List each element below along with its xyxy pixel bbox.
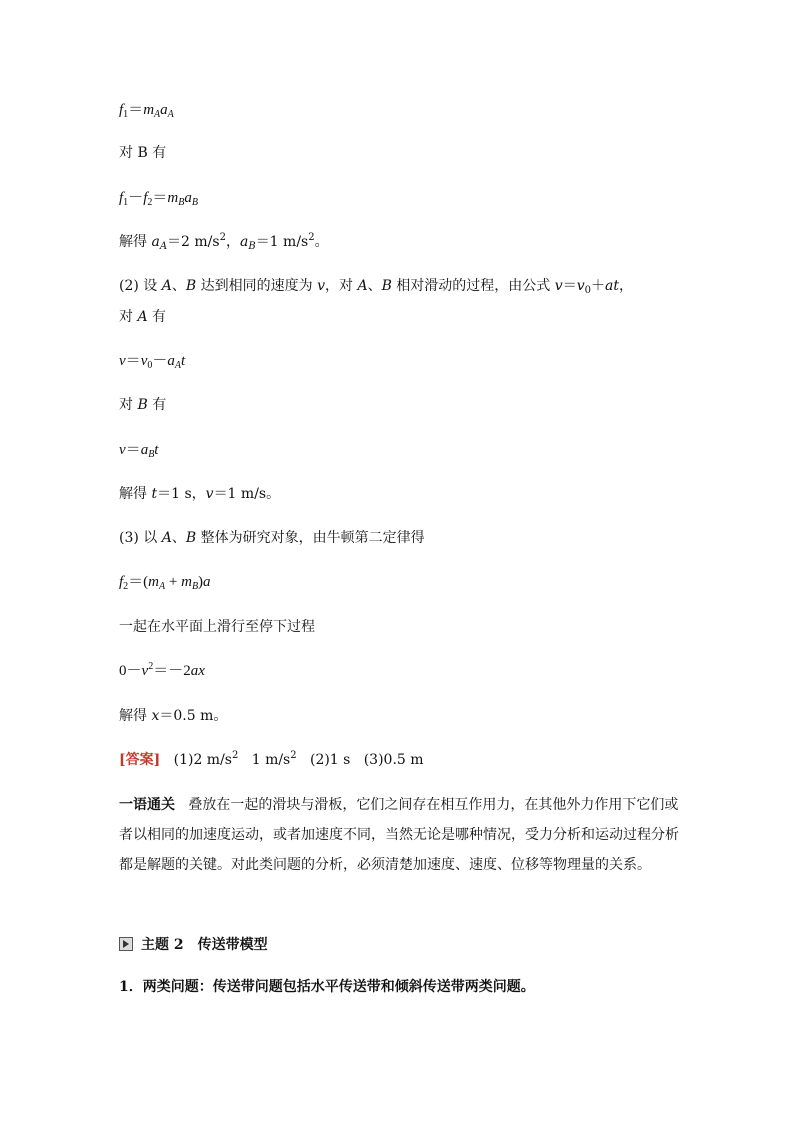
- equation-line: $f_1-f_2=m_Ba_B$: [119, 190, 198, 208]
- equation-line: $f_1=m_Aa_A$: [119, 102, 174, 120]
- item-line: [119, 977, 535, 997]
- text-line: 解得 x＝0.5 m。: [119, 708, 228, 724]
- answer-line: [119, 750, 424, 770]
- item-label: 1．两类问题：: [119, 979, 213, 995]
- text-line: 解得 $a_A=2$ $m/s^2$，$a_B=1$ $m/s^2$。: [119, 232, 329, 252]
- text-line: 对 A 有: [119, 309, 167, 325]
- summary-text: 叠放在一起的滑块与滑板，它们之间存在相互作用力，在其他外力作用下它们或者以相同的加速度运动，或者加速度不同，当然无论是哪种情况，受力分析和运动过程分析都是解题的关键。对此类问题的分析，必须清楚加速度、速度、位移等物理量的关系。: [119, 797, 679, 873]
- answer-tag: [答案]: [119, 752, 161, 768]
- summary-label: 一语通关: [119, 797, 175, 813]
- text-line: (3) 以 A、B 整体为研究对象，由牛顿第二定律得: [119, 530, 425, 546]
- topic-title: 主题 2 传送带模型: [141, 937, 268, 953]
- equation-line: $v=a_Bt$: [119, 442, 159, 460]
- text-line: 对 B 有: [119, 397, 167, 413]
- text-line: 解得 t＝1 s，v＝1 m/s。: [119, 486, 281, 502]
- equation-line: $0-v^2=-2ax$: [119, 661, 205, 679]
- text-line: 一起在水平面上滑行至停下过程: [119, 619, 315, 635]
- play-icon: [119, 937, 133, 951]
- equation-line: $f_2=(m_A + m_B)a$: [119, 574, 211, 592]
- item-text: 传送带问题包括水平传送带和倾斜传送带两类问题。: [212, 979, 535, 995]
- summary-paragraph: [119, 790, 679, 880]
- equation-line: $v=v_0-a_At$: [119, 353, 186, 371]
- topic-heading: [119, 934, 268, 954]
- text-line: 对 B 有: [119, 145, 167, 161]
- text-line: (2) 设 A、B 达到相同的速度为 v，对 A、B 相对滑动的过程，由公式 $v=v_0+at$，: [119, 278, 633, 296]
- answer-text: (1)2 $m/s^2$ 1 $m/s^2$ (2)1 s (3)0.5 m: [173, 750, 424, 768]
